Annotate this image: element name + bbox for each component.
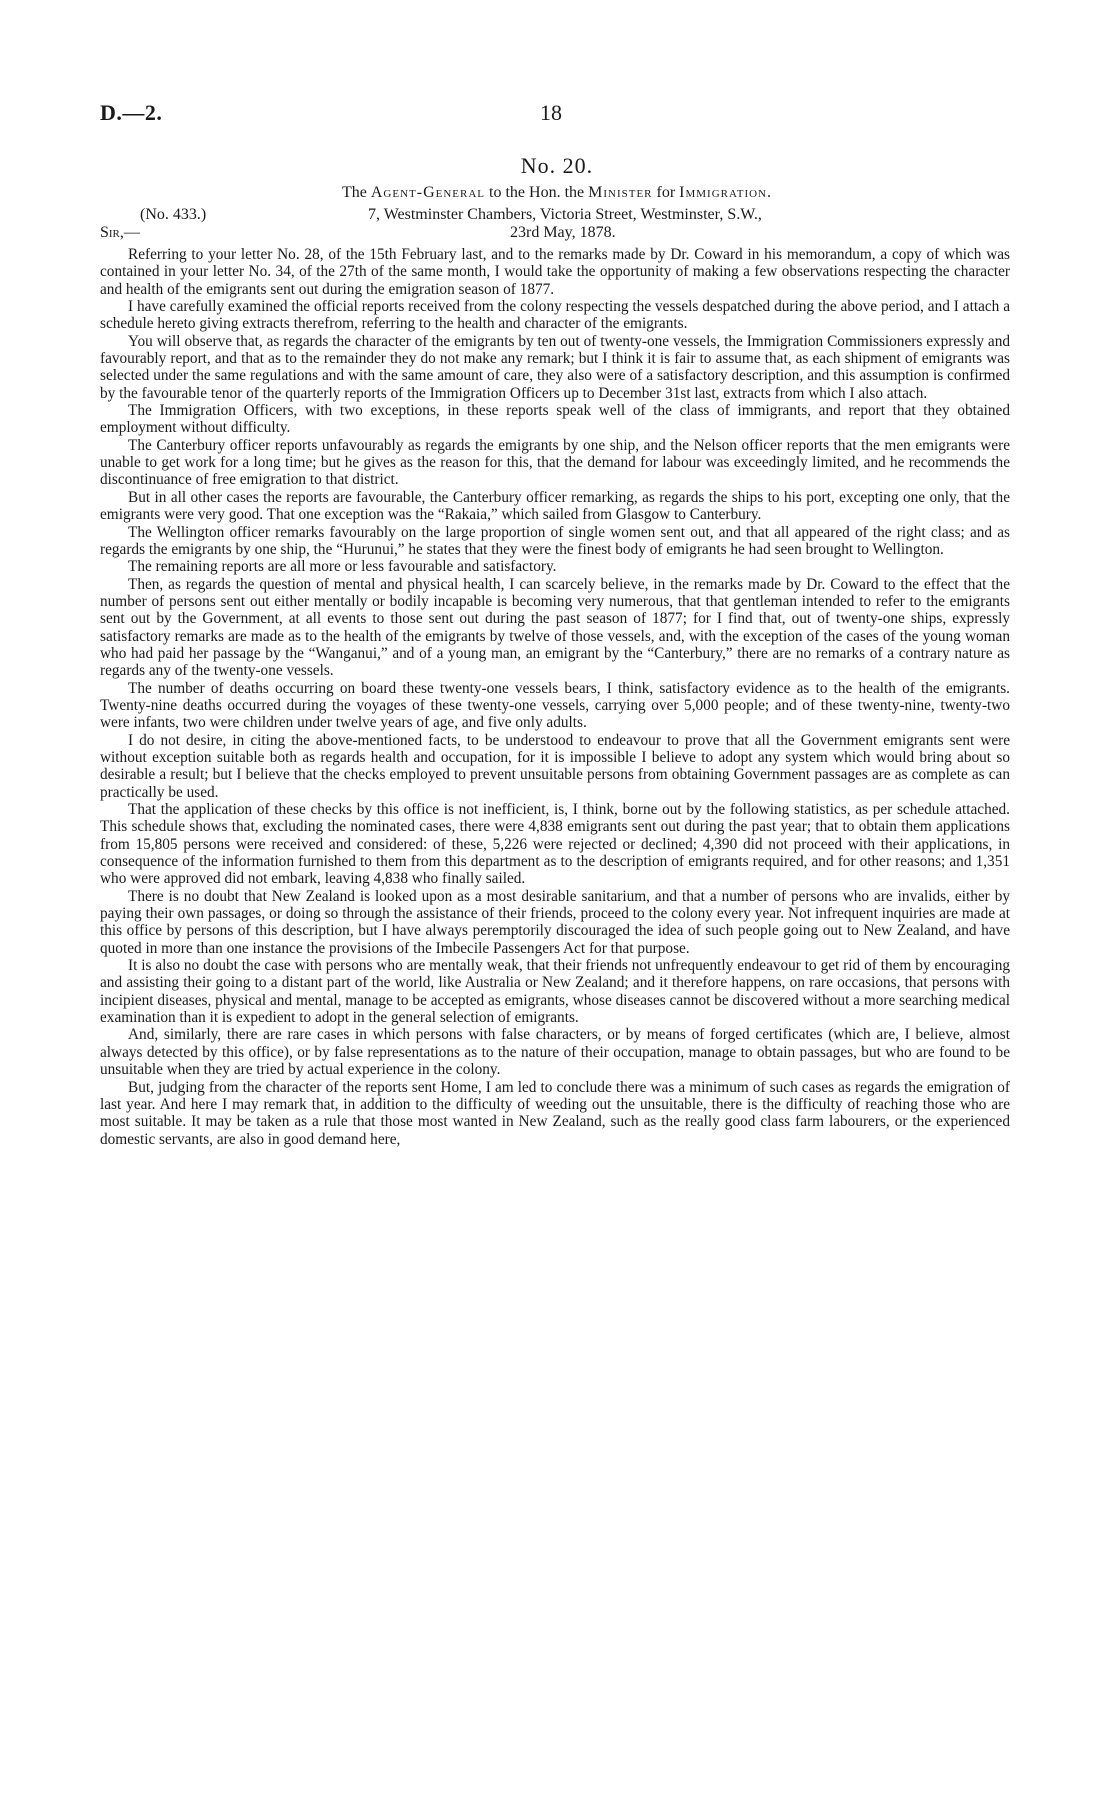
document-reference: D.—2. (100, 100, 163, 125)
sender-address: 7, Westminster Chambers, Victoria Street, Westminster, S.W., (368, 206, 762, 223)
paragraph: The remaining reports are all more or less favourable and satisfactory. (128, 558, 557, 576)
paragraph: You will observe that, as regards the character of the emigrants by ten out of twenty-one vessels, the Immigration Commissioners expressly and favourably report, and that as to the remainder they do not make any remark; but I think it is fair to assume that, as each shipment of emigrants was selected under the same regulations and with the same amount of care, they also were of a satisfactory description, and this assumption is confirmed by the favourable tenor of the quarterly reports of the Immigration Officers up to December 31st last, extracts from which I also attach. (100, 332, 1010, 402)
paragraph: The number of deaths occurring on board these twenty-one vessels bears, I think, satisfactory evidence as to the health of the emigrants. Twenty-nine deaths occurred during the voyages of these twenty-one vessels, carrying over 5,000 people; and of these twenty-nine, twenty-two were infants, two were children under twelve years of age, and five only adults. (100, 679, 1010, 732)
heading-for: for (652, 184, 680, 201)
heading-prefix: The (342, 184, 371, 201)
paragraph: Referring to your letter No. 28, of the 15th February last, and to the remarks made by Dr. Coward in his memorandum, a copy of which was contained in your letter No. 34, of the 27th of the same month, I would take the opportunity of making a few observations respecting the character and health of the emigrants sent out during the emigration season of 1877. (100, 246, 1010, 298)
paragraph: There is no doubt that New Zealand is looked upon as a most desirable sanitarium, and that a number of persons who are invalids, either by paying their own passages, or doing so through the assistance of their friends, proceed to the colony every year. Not infrequent inquiries are made at this office by persons of this description, but I have always peremptorily discouraged the idea of such people going out to New Zealand, and have quoted in more than one instance the provisions of the Imbecile Passengers Act for that purpose. (100, 887, 1010, 957)
document-number: No. 20. (520, 153, 594, 178)
letter-body (100, 246, 1010, 1148)
paragraph: And, similarly, there are rare cases in which persons with false characters, or by means of forged certificates (which are, I believe, almost always detected by this office), or by false representations as to the nature of their occupation, manage to obtain passages, but who are found to be unsuitable when they are tried by actual experience in the colony. (100, 1026, 1010, 1079)
paragraph: The Canterbury officer reports unfavourably as regards the emigrants by one ship, and the Nelson officer reports that the men emigrants were unable to get work for a long time; but he gives as the reason for this, that the demand for labour was exceedingly limited, and he recommends the discontinuance of free emigration to that district. (100, 436, 1010, 489)
paragraph: The Wellington officer remarks favourably on the large proportion of single women sent out, and that all appeared of the right class; and as regards the emigrants by one ship, the “Hurunui,” he states that they were the finest body of emigrants he had seen brought to Wellington. (100, 523, 1010, 558)
heading-middle: to the Hon. the (485, 184, 589, 201)
paragraph: I have carefully examined the official reports received from the colony respecting the vessels despatched during the above period, and I attach a schedule hereto giving extracts therefrom, referring to the health and character of the emigrants. (100, 298, 1010, 333)
paragraph: The Immigration Officers, with two exceptions, in these reports speak well of the class of immigrants, and report that they obtained employment without difficulty. (100, 402, 1010, 437)
sender-title: Agent-General (370, 184, 486, 201)
paragraph: Then, as regards the question of mental and physical health, I can scarcely believe, in the remarks made by Dr. Coward to the effect that the number of persons sent out either mentally or bodily incapable is becoming very numerous, that that gentleman intended to refer to the emigrants sent out by the Government, at all events to those sent out during the past season of 1877; for I find that, out of twenty-one ships, expressly satisfactory remarks are made as to the health of the emigrants by twelve of those vessels, and, with the exception of the cases of the young woman who had paid her passage by the “Wanganui,” and of a young man, an emigrant by the “Canterbury,” there are no remarks of a contrary nature as regards any of the twenty-one vessels. (100, 575, 1010, 680)
recipient-department: Immigration. (679, 184, 772, 201)
letter-number: (No. 433.) (140, 206, 207, 223)
paragraph: But in all other cases the reports are favourable, the Canterbury officer remarking, as regards the ships to his port, excepting one only, that the emigrants were very good. That one exception was the “Rakaia,” which sailed from Glasgow to Canterbury. (100, 488, 1010, 524)
page-number: 18 (540, 100, 562, 125)
recipient-title: Minister (588, 184, 653, 201)
paragraph: But, judging from the character of the reports sent Home, I am led to conclude there was a minimum of such cases as regards the emigration of last year. And here I may remark that, in addition to the difficulty of weeding out the unsuitable, there is the difficulty of reaching those who are most suitable. It may be taken as a rule that those most wanted in New Zealand, such as the really good class farm labourers, or the experienced domestic servants, are also in good demand here, (100, 1078, 1010, 1148)
letter-date: 23rd May, 1878. (510, 224, 616, 241)
letter-heading (0, 184, 1114, 202)
salutation: Sir,— (100, 224, 140, 241)
paragraph: That the application of these checks by this office is not inefficient, is, I think, borne out by the following statistics, as per schedule attached. This schedule shows that, excluding the nominated cases, there were 4,838 emigrants sent out during the past year; that to obtain them applications from 15,805 persons were received and considered: of these, 5,226 were rejected or declined; 4,390 did not proceed with their applications, in consequence of the information furnished to them from this department as to the description of emigrants required, and for other reasons; and 1,351 who were approved did not embark, leaving 4,838 who finally sailed. (100, 801, 1010, 888)
paragraph: It is also no doubt the case with persons who are mentally weak, that their friends not unfrequently endeavour to get rid of them by encouraging and assisting their going to a distant part of the world, like Australia or New Zealand; and it therefore happens, on rare occasions, that persons with incipient diseases, physical and mental, manage to be accepted as emigrants, whose diseases cannot be discovered without a more searching medical examination than it is expedient to adopt in the general selection of emigrants. (100, 957, 1010, 1027)
paragraph: I do not desire, in citing the above-mentioned facts, to be understood to endeavour to prove that all the Government emigrants sent were without exception suitable both as regards health and occupation, for it is impossible I believe to adopt any system which would bring about so desirable a result; but I believe that the checks employed to prevent unsuitable persons from obtaining Government passages are as complete as can practically be used. (100, 731, 1010, 801)
